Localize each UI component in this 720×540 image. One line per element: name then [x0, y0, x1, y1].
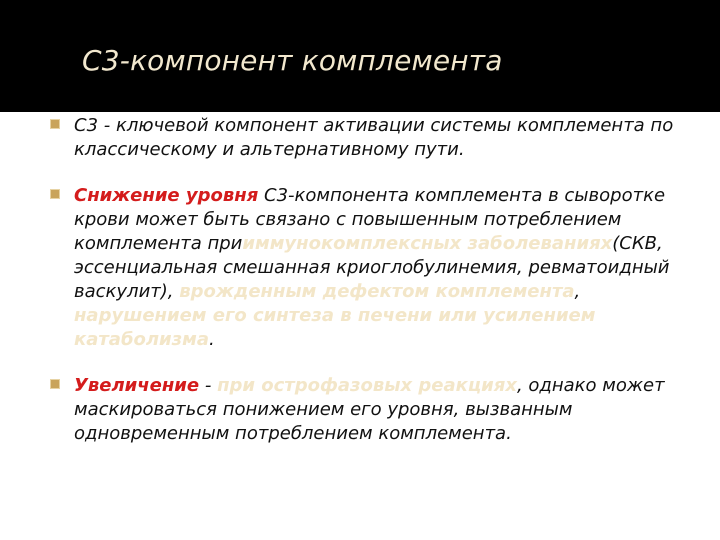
square-bullet-icon	[50, 119, 60, 129]
bullet-list	[48, 114, 698, 446]
bullet-text: ,	[574, 281, 581, 302]
bullet-item-3	[48, 374, 698, 446]
faded-text: при острофазовых реакциях	[217, 375, 517, 396]
bullet-item-1	[48, 114, 698, 162]
bullet-text: (СКВ, эссенциальная смешанная криоглобулинемия, ревматоидный васкулит),	[74, 233, 670, 302]
bullet-text: C3-компонента комплемента в сыворотке крови может быть связано с повышенным потреблением комплемента при	[74, 185, 666, 254]
bullet-text: .	[209, 329, 215, 350]
faded-text: иммунокомплексных заболеваниях	[242, 233, 613, 254]
bullet-item-2	[48, 184, 698, 352]
bullet-lead: Увеличение	[74, 375, 200, 396]
faded-text: нарушением его синтеза в печени или усилением катаболизма	[74, 305, 596, 350]
faded-text: врожденным дефектом комплемента	[179, 281, 575, 302]
bullet-lead: Снижение уровня	[74, 185, 259, 206]
square-bullet-icon	[50, 379, 60, 389]
bullet-text: , однако может маскироваться понижением его уровня, вызванным одновременным потреблением комплемента.	[74, 375, 665, 444]
slide-title: C3-компонент комплемента	[82, 44, 503, 77]
bullet-text: -	[199, 375, 218, 396]
square-bullet-icon	[50, 189, 60, 199]
bullet-text: C3 - ключевой компонент активации системы комплемента по классическому и альтернативному пути.	[74, 115, 674, 160]
title-bar	[0, 0, 720, 112]
